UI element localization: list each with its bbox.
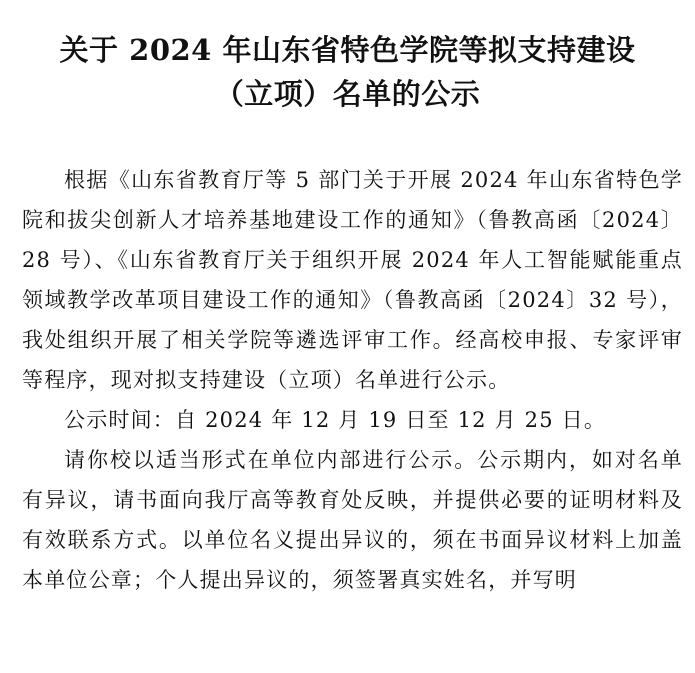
paragraph-publicity-period: 公示时间：自 2024 年 12 月 19 日至 12 月 25 日。 bbox=[64, 408, 607, 432]
paragraph-basis: 根据《山东省教育厅等 5 部门关于开展 2024 年山东省特色学院和拔尖创新人才培养基地建设工作的通知》（鲁教高函〔2024〕28 号）、《山东省教育厅关于组织开展 2024 年人工智能赋能重点领域教学改革项目建设工作的通知》（鲁教高函〔2024〕32 号），我处组织开展了相关学院等遴选评审工作。经高校申报、专家评审等程序，现对拟支持建设（立项）名单进行公示。 bbox=[22, 168, 683, 392]
document-title-line-2: （立项）名单的公示 bbox=[214, 77, 481, 111]
paragraph-objection-instructions: 请你校以适当形式在单位内部进行公示。公示期内，如对名单有异议，请书面向我厅高等教育处反映，并提供必要的证明材料及有效联系方式。以单位名义提出异议的，须在书面异议材料上加盖本单位公章；个人提出异议的，须签署真实姓名，并写明 bbox=[22, 448, 683, 592]
document-title-line-1: 关于 2024 年山东省特色学院等拟支持建设 bbox=[59, 33, 636, 67]
document-body bbox=[22, 160, 683, 600]
